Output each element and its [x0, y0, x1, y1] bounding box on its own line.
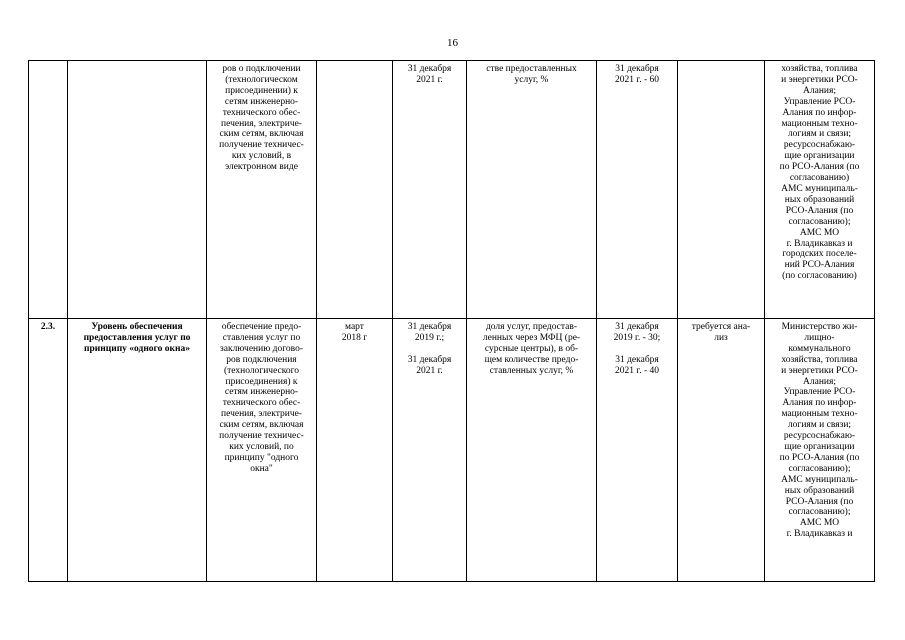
- item-name: [68, 61, 207, 319]
- responsible-cell: хозяйства, топлива и энергетики РСО- Алания; Управление РСО- Алания по инфор- мационным техно- логиям и связи; ресурсоснабжаю- щие организации по РСО-Алания (по согласованию) АМС муниципаль- ных образований РСО-Алания (по согласованию); АМС МО г. Владикавказ и городских поселе- ний РСО-Алания (по согласованию): [765, 61, 875, 319]
- item-name: Уровень обеспечения предоставления услуг по принципу «одного окна»: [68, 319, 207, 582]
- indicator-cell: стве предоставленных услуг, %: [467, 61, 597, 319]
- responsible-cell: Министерство жи- лищно- коммунального хозяйства, топлива и энергетики РСО- Алания; Управление РСО- Алания по инфор- мационным техно- логиям и связи; ресурсоснабжаю- щие организации по РСО-Алания (по согласованию); АМС муниципаль- ных образований РСО-Алания (по согласованию); АМС МО г. Владикавказ и: [765, 319, 875, 582]
- indicator-cell: доля услуг, предостав- ленных через МФЦ (ре- сурсные центры), в об- щем количестве предо- ставленных услуг, %: [467, 319, 597, 582]
- action-cell: обеспечение предо- ставления услуг по заключению догово- ров подключения (технологического присоединения) к сетям инженерно- технического обес- печения, электриче- ским сетям, включая получение техничес- ких условий, по принципу "одного окна": [207, 319, 317, 582]
- page-number: 16: [447, 37, 458, 49]
- table-row: [29, 61, 875, 319]
- target-value-cell: 31 декабря 2019 г. - 30; 31 декабря 2021 г. - 40: [597, 319, 678, 582]
- action-cell: ров о подключении (технологическом присоединении) к сетям инженерно- технического обес- печения, электриче- ским сетям, включая получение техничес- ких условий, в электронном виде: [207, 61, 317, 319]
- measures-table: [28, 60, 875, 582]
- item-number: [29, 61, 68, 319]
- deadline-cell: 31 декабря 2021 г.: [393, 61, 467, 319]
- item-number: 2.3.: [29, 319, 68, 582]
- deadline-cell: 31 декабря 2019 г.; 31 декабря 2021 г.: [393, 319, 467, 582]
- financing-cell: требуется ана- лиз: [678, 319, 765, 582]
- target-value-cell: 31 декабря 2021 г. - 60: [597, 61, 678, 319]
- financing-cell: [678, 61, 765, 319]
- table-row: [29, 319, 875, 582]
- start-date-cell: март 2018 г: [317, 319, 393, 582]
- start-date-cell: [317, 61, 393, 319]
